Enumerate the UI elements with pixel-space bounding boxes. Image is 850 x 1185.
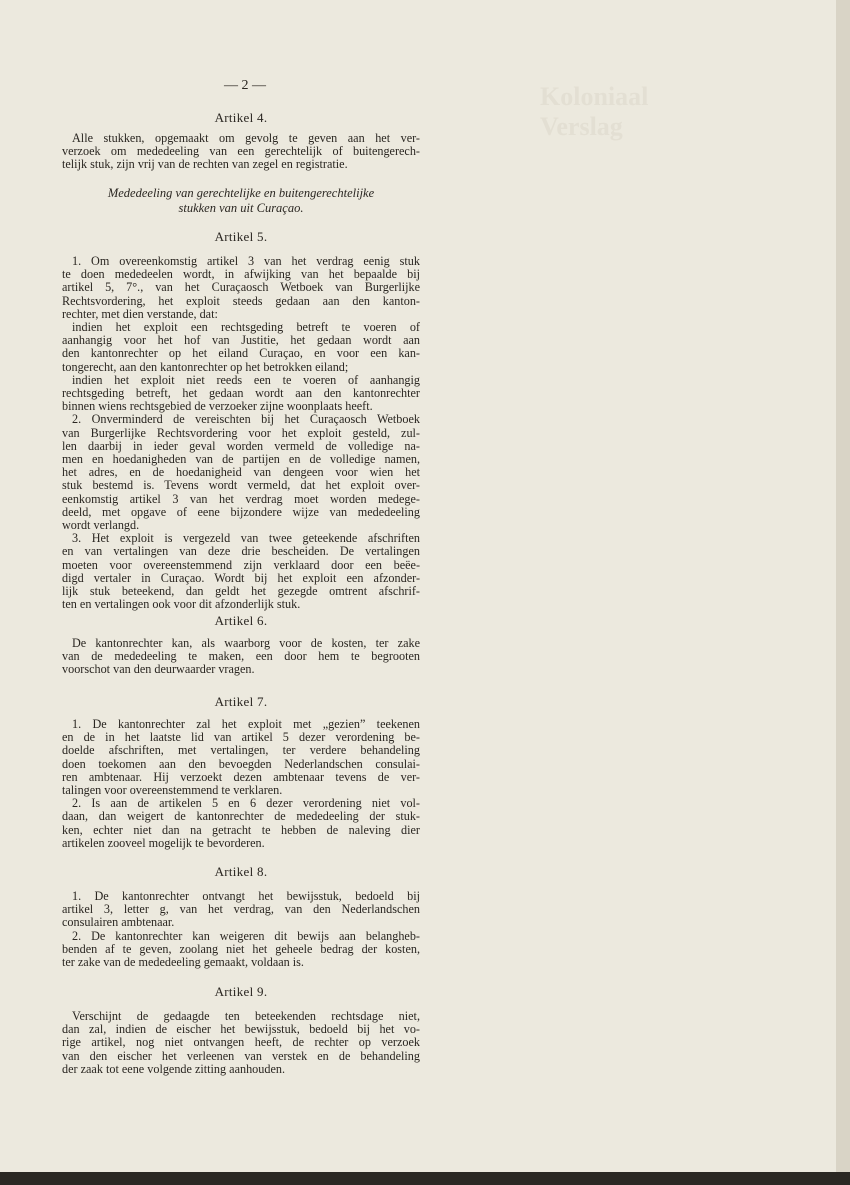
text-line: 1. Om overeenkomstig artikel 3 van het verdrag eenig stuk (72, 255, 420, 268)
bleed-through-shadow: Koloniaal Verslag (540, 82, 649, 141)
text-line: artikel 5, 7°., van het Curaçaosch Wetboek van Burgerlijke (62, 281, 420, 295)
text-line: ken, echter niet dan na getracht te hebben de naleving dier (62, 823, 420, 837)
text-line: benden af te geven, zoolang niet het geheele bedrag der kosten, (62, 942, 420, 956)
page-number: — 2 — (224, 78, 266, 93)
text-line: digd vertaler in Curaçao. Wordt bij het exploit een afzonder- (62, 571, 420, 585)
text-line: van Burgerlijke Rechtsvordering voor het exploit gesteld, zul- (62, 426, 420, 440)
text-line: van den eischer het verleenen van verstek en de behandeling (62, 1049, 420, 1063)
article-8-title: Artikel 8. (214, 864, 268, 879)
text-line: tongerecht, aan den kantonrechter op het betrokken eiland; (62, 360, 349, 374)
text-line: en de in het laatste lid van artikel 5 dezer verordening be- (62, 731, 420, 745)
article-5-title: Artikel 5. (214, 229, 268, 244)
article-7-body (62, 718, 420, 850)
text-line: indien het exploit niet reeds een te voeren of aanhangig (72, 373, 420, 387)
text-line: rechter, met dien verstande, dat: (62, 307, 218, 321)
text-line: ren ambtenaar. Hij verzoekt dezen ambtenaar tevens de ver- (62, 770, 420, 784)
text-line: indien het exploit een rechtsgeding betreft te voeren of (72, 321, 420, 335)
text-line: lijk stuk beteekend, dan geldt het gezegde omtrent afschrif- (62, 585, 420, 599)
article-6-body (62, 637, 420, 677)
text-line: te doen mededeelen wordt, in afwijking van het bepaalde bij (62, 268, 420, 282)
text-line: 1. De kantonrechter ontvangt het bewijsstuk, bedoeld bij (72, 890, 420, 903)
text-line: wordt verlangd. (62, 519, 140, 533)
text-line: moeten voor overeenstemmend zijn verklaard door een beëe- (62, 558, 420, 572)
text-line: 2. De kantonrechter kan weigeren dit bewijs aan belangheb- (72, 929, 420, 943)
text-line: 3. Het exploit is vergezeld van twee geteekende afschriften (72, 532, 420, 546)
text-line: Rechtsvordering, het exploit steeds gedaan aan den kanton- (62, 294, 420, 308)
text-line: artikelen zooveel mogelijk te bevorderen. (62, 836, 265, 850)
text-line: eenkomstig artikel 3 van het verdrag moet worden medege- (62, 492, 420, 506)
text-line: voorschot van den deurwaarder vragen. (62, 663, 255, 677)
text-line: het adres, en de hoedanigheid van dengeen voor wien het (62, 466, 420, 480)
scanner-bottom-edge (0, 1172, 850, 1185)
text-line: en van vertalingen van deze drie bescheiden. De vertalingen (62, 545, 420, 559)
text-line: rige artikel, nog niet ontvangen heeft, de rechter op verzoek (62, 1036, 420, 1050)
text-line: 2. Onverminderd de vereischten bij het Curaçaosch Wetboek (72, 413, 420, 427)
text-line: artikel 3, letter g, van het verdrag, van den Nederlandschen (62, 903, 420, 917)
article-8-body (62, 890, 420, 969)
text-line: verzoek om mededeeling van een gerechtelijk of buitengerech- (62, 145, 420, 159)
text-line: telijk stuk, zijn vrij van de rechten van zegel en registratie. (62, 158, 348, 172)
article-7-title: Artikel 7. (214, 694, 268, 709)
text-line: Verschijnt de gedaagde ten beteekenden rechtsdage niet, (72, 1010, 420, 1023)
text-line: 1. De kantonrechter zal het exploit met „gezien” teekenen (72, 718, 420, 731)
section-heading-line: Mededeeling van gerechtelijke en buitengerechtelijke (107, 186, 375, 200)
text-line: der zaak tot eene volgende zitting aanhouden. (62, 1062, 286, 1076)
page-right-edge (836, 0, 850, 1185)
article-4-title: Artikel 4. (214, 110, 268, 125)
text-line: aanhangig voor het hof van Justitie, het gedaan wordt aan (62, 334, 420, 348)
text-line: ten en vertalingen ook voor dit afzonderlijk stuk. (62, 598, 301, 612)
article-9-title: Artikel 9. (214, 984, 268, 999)
text-line: rechtsgeding betreft, het gedaan wordt aan den kantonrechter (62, 387, 420, 401)
text-line: binnen wiens rechtsgebied de verzoeker zijne woonplaats heeft. (62, 400, 373, 414)
section-heading-line: stukken van uit Curaçao. (178, 201, 304, 215)
article-9-body (62, 1010, 420, 1076)
text-line: ter zake van de mededeeling gemaakt, voldaan is. (62, 956, 304, 970)
text-line: van de mededeeling te maken, een door hem te begrooten (62, 650, 420, 664)
text-line: dan zal, indien de eischer het bewijsstuk, bedoeld bij het vo- (62, 1023, 420, 1037)
text-line: men en hoedanigheden van de partijen en de volledige namen, (62, 453, 420, 467)
text-line: stuk bestemd is. Tevens wordt vermeld, dat het exploit over- (62, 479, 420, 493)
article-4-body (62, 132, 420, 172)
article-5-body (62, 255, 420, 611)
text-line: deeld, met opgave of eene bijzondere wijze van mededeeling (62, 505, 420, 519)
text-line: len daarbij in ieder geval worden vermeld de volledige na- (62, 439, 420, 453)
text-line: daan, dan weigert de kantonrechter de mededeeling der stuk- (62, 810, 420, 824)
text-line: doelde afschriften, met vertalingen, ter verdere behandeling (62, 744, 420, 758)
text-line: talingen voor overeenstemmend te verklaren. (62, 784, 283, 798)
text-line: De kantonrechter kan, als waarborg voor de kosten, ter zake (72, 637, 420, 650)
section-heading (80, 186, 402, 216)
text-line: 2. Is aan de artikelen 5 en 6 dezer verordening niet vol- (72, 797, 420, 811)
text-line: den kantonrechter op het eiland Curaçao, en voor een kan- (62, 347, 420, 361)
text-line: Alle stukken, opgemaakt om gevolg te geven aan het ver- (72, 132, 420, 145)
article-6-title: Artikel 6. (214, 613, 268, 628)
text-line: consulairen ambtenaar. (62, 916, 175, 930)
text-line: doen toekomen aan den bevoegden Nederlandschen consulai- (62, 757, 420, 771)
